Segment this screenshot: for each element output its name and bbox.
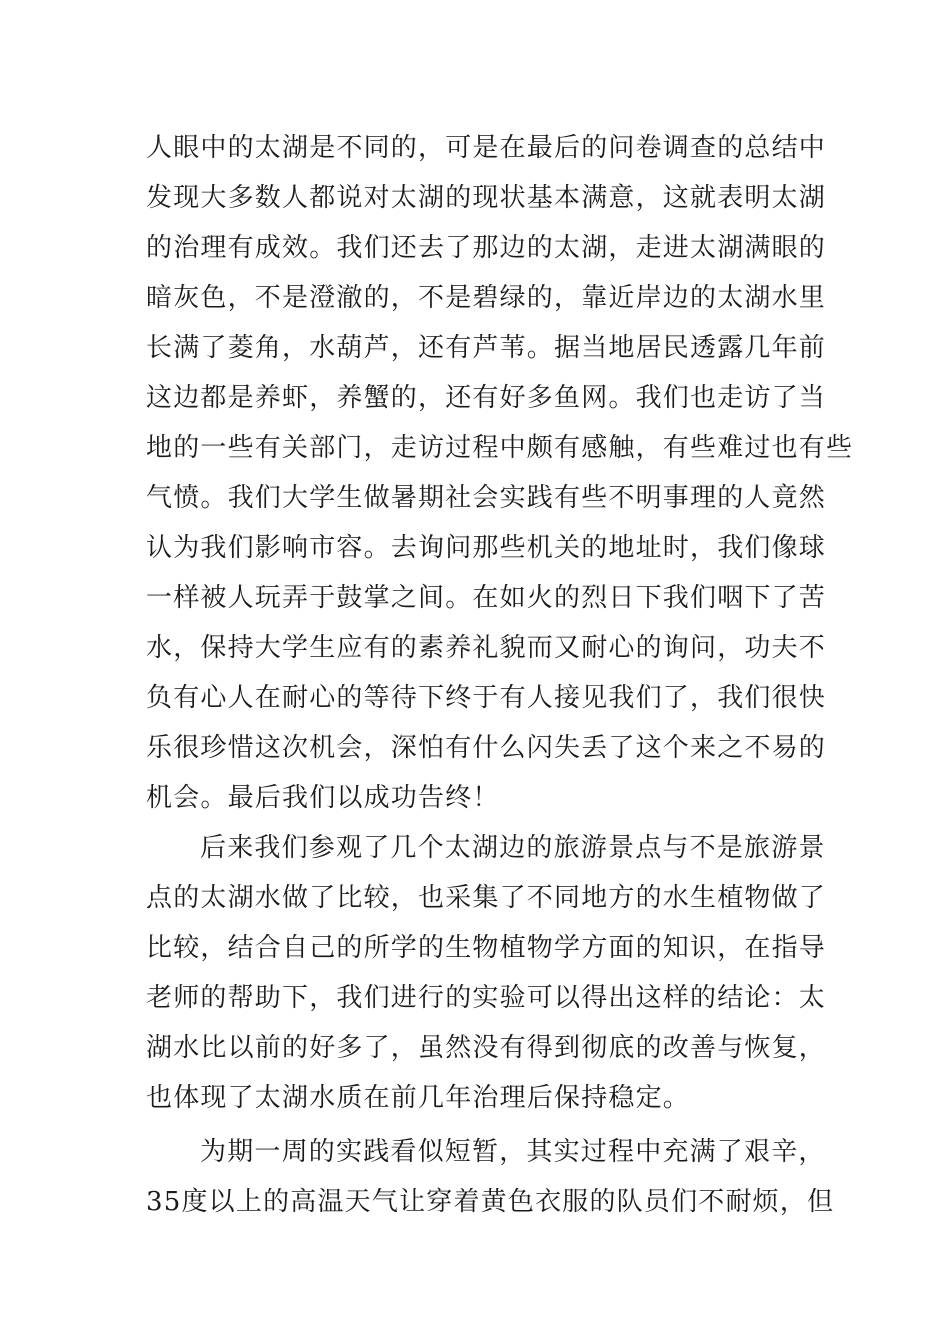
text-line: 气愤。我们大学生做暑期社会实践有些不明事理的人竟然: [146, 483, 827, 513]
text-line: 发现大多数人都说对太湖的现状基本满意，这就表明太湖: [146, 183, 827, 213]
text-line: 比较，结合自己的所学的生物植物学方面的知识，在指导: [146, 933, 827, 963]
text-line: 点的太湖水做了比较，也采集了不同地方的水生植物做了: [146, 883, 827, 913]
paragraph-first-line: 为期一周的实践看似短暂，其实过程中充满了艰辛，: [200, 1137, 826, 1167]
text-line: 长满了菱角，水葫芦，还有芦苇。据当地居民透露几年前: [146, 333, 827, 363]
text-line: 的治理有成效。我们还去了那边的太湖，走进太湖满眼的: [146, 233, 827, 263]
text-line: 湖水比以前的好多了，虽然没有得到彻底的改善与恢复，: [146, 1033, 827, 1063]
paragraph-first-line: 后来我们参观了几个太湖边的旅游景点与不是旅游景: [200, 833, 826, 863]
text-line: 认为我们影响市容。去询问那些机关的地址时，我们像球: [146, 533, 827, 563]
text-line: 水，保持大学生应有的素养礼貌而又耐心的询问，功夫不: [146, 633, 827, 663]
text-line: 人眼中的太湖是不同的，可是在最后的问卷调查的总结中: [146, 133, 827, 163]
text-line: 35度以上的高温天气让穿着黄色衣服的队员们不耐烦，但: [146, 1187, 835, 1217]
text-line: 暗灰色，不是澄澈的，不是碧绿的，靠近岸边的太湖水里: [146, 283, 827, 313]
text-line: 负有心人在耐心的等待下终于有人接见我们了，我们很快: [146, 683, 827, 713]
text-line: 地的一些有关部门，走访过程中颇有感触，有些难过也有些: [146, 433, 854, 463]
text-line: 一样被人玩弄于鼓掌之间。在如火的烈日下我们咽下了苦: [146, 583, 827, 613]
text-line: 机会。最后我们以成功告终！: [146, 783, 500, 813]
text-line: 也体现了太湖水质在前几年治理后保持稳定。: [146, 1083, 691, 1113]
text-line: 老师的帮助下，我们进行的实验可以得出这样的结论：太: [146, 983, 827, 1013]
text-line: 这边都是养虾，养蟹的，还有好多鱼网。我们也走访了当: [146, 383, 827, 413]
text-line: 乐很珍惜这次机会，深怕有什么闪失丢了这个来之不易的: [146, 733, 827, 763]
